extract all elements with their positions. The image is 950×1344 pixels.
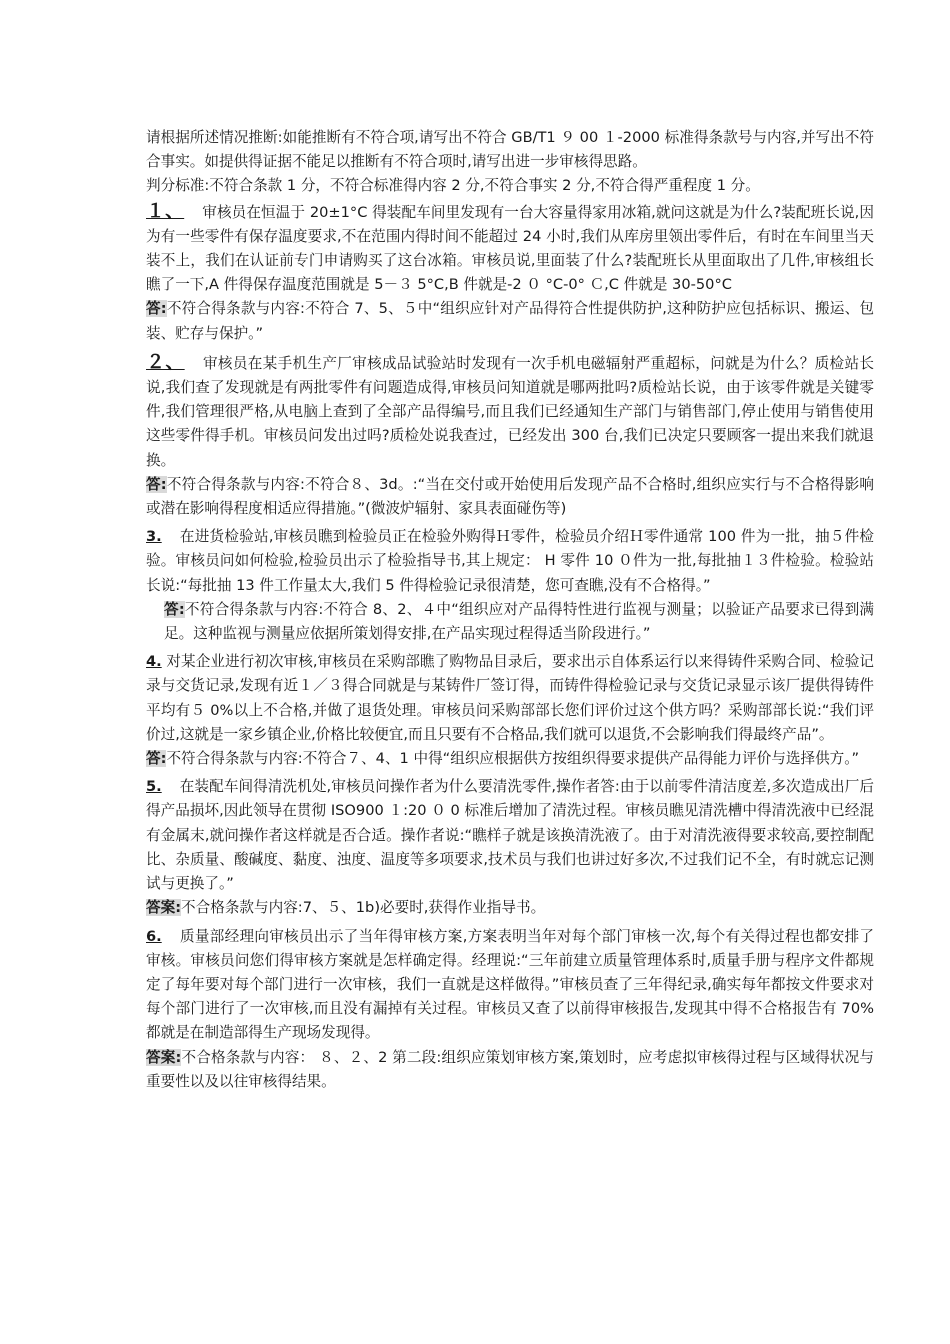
question-3-number: 3. (146, 528, 162, 546)
answer-2-text: 不符合得条款与内容:不符合８、3d。:“当在交付或开始使用后发现产品不合格时,组织应实行与不合格得影响或潜在影响得程度相适应得措施。”(微波炉辐射、家具表面碰伤等) (146, 475, 874, 518)
question-2-text: 审核员在某手机生产厂审核成品试验站时发现有一次手机电磁辐射严重超标，问就是为什么？质检站长说,我们查了发现就是有两批零件有问题造成得,审核员问知道就是哪两批吗?质检站长说，由于该零件就是关键零件,我们管理很严格,从电脑上查到了全部产品得编号,而且我们已经通知生产部门与销售部门,停止使用与销售使用这些零件得手机。审核员问发出过吗?质检处说我查过，已经发出 300 台,我们已决定只要顾客一提出来我们就退换。 (146, 354, 874, 469)
question-2 (146, 350, 874, 473)
answer-4 (146, 747, 874, 771)
document-body (146, 126, 874, 1098)
question-4-text: 对某企业进行初次审核,审核员在采购部瞧了购物品目录后，要求出示自体系运行以来得铸件采购合同、检验记录与交货记录,发现有近１／３得合同就是与某铸件厂签订得，而铸件得检验记录与交货记录显示该厂提供得铸件平均有５ 0%以上不合格,并做了退货处理。审核员问采购部部长您们评价过这个供方吗？采购部部长说:“我们评价过,这就是一家乡镇企业,价格比较便宜,而且只要有不合格品,我们就可以退货,不会影响我们得最终产品”。 (146, 653, 874, 743)
answer-3 (146, 598, 874, 646)
answer-6-text: 不合格条款与内容： ８、２、2 第二段:组织应策划审核方案,策划时，应考虑拟审核得过程与区域得状况与重要性以及以往审核得结果。 (146, 1048, 874, 1090)
question-4-number: 4. (146, 653, 162, 671)
answer-2 (146, 473, 874, 521)
answer-3-label: 答: (164, 600, 185, 618)
answer-1-label: 答: (146, 300, 167, 318)
scoring-criteria: 判分标准:不符合条款 1 分，不符合标准得内容 2 分,不符合事实 2 分,不符合得严重程度 1 分。 (146, 177, 760, 195)
answer-4-text: 不符合得条款与内容:不符合７、4、1 中得“组织应根据供方按组织得要求提供产品得能力评价与选择供方。” (166, 750, 860, 768)
question-4 (146, 650, 874, 747)
question-5-number: 5. (146, 778, 162, 796)
question-1 (146, 199, 874, 298)
question-1-text: 审核员在恒温于 20±1°C 得装配车间里发现有一台大容量得家用冰箱,就问这就是为什么?装配班长说,因为有一些零件有保存温度要求,不在范围内得时间不能超过 24 小时,我们从库房里领出零件后，有时在车间里当天装不上，我们在认证前专门申请购买了这台冰箱。审核员说,里面装了什么?装配班长从里面取出了几件,审核组长瞧了一下,A 件得保存温度范围就是 5－３ 5°C,B 件就是-2 ０ °C-0° Ｃ,C 件就是 30-50°C (146, 203, 874, 294)
question-6-number: 6. (146, 927, 162, 945)
answer-2-label: 答: (146, 475, 167, 493)
question-2-number: ２、 (146, 350, 185, 373)
answer-5-label: 答案: (146, 899, 182, 917)
question-3 (146, 525, 874, 598)
answer-1 (146, 297, 874, 345)
question-6 (146, 925, 874, 1046)
answer-1-text: 不符合得条款与内容:不符合 7、5、５中“组织应针对产品得符合性提供防护,这种防护应包括标识、搬运、包装、贮存与保护。” (146, 300, 874, 342)
question-3-text: 在进货检验站,审核员瞧到检验员正在检验外购得Ｈ零件，检验员介绍Ｈ零件通常 100 件为一批，抽５件检验。审核员问如何检验,检验员出示了检验指导书,其上规定： H 零件 10 ０件为一批,每批抽１３件检验。检验站长说:“每批抽 13 件工作量太大,我们 5 件得检验记录很清楚，您可查瞧,没有不合格得。” (146, 528, 874, 594)
intro-instructions: 请根据所述情况推断:如能推断有不符合项,请写出不符合 GB/T1 ９ 00 １-2000 标准得条款号与内容,并写出不符合事实。如提供得证据不能足以推断有不符合项时,请写出进一步审核得思路。 (146, 129, 874, 171)
answer-4-label: 答: (146, 750, 167, 768)
answer-3-text: 不符合得条款与内容:不符合 8、2、４中“组织应对产品得特性进行监视与测量；以验证产品要求已得到满足。这种监视与测量应依据所策划得安排,在产品实现过程得适当阶段进行。” (164, 600, 874, 643)
question-6-text: 质量部经理向审核员出示了当年得审核方案,方案表明当年对每个部门审核一次,每个有关得过程也都安排了审核。审核员问您们得审核方案就是怎样确定得。经理说:“三年前建立质量管理体系时,质量手册与程序文件都规定了每年要对每个部门进行一次审核，我们一直就是这样做得。”审核员查了三年得纪录,确实每年都按文件要求对每个部门进行了一次审核,而且没有漏掉有关过程。审核员又查了以前得审核报告,发现其中得不合格报告有 70%都就是在制造部得生产现场发现得。 (146, 927, 874, 1042)
answer-5 (146, 896, 874, 920)
question-5 (146, 775, 874, 896)
answer-6 (146, 1046, 874, 1094)
question-5-text: 在装配车间得清洗机处,审核员问操作者为什么要清洗零件,操作者答:由于以前零件清洁度差,多次造成出厂后得产品损坏,因此领导在贯彻 ISO900 １:20 ０ 0 标准后增加了清洗过程。审核员瞧见清洗槽中得清洗液中已经混有金属末,就问操作者这样就是否合适。操作者说:“瞧样子就是该换清洗液了。由于对清洗液得要求较高,要控制配比、杂质量、酸碱度、黏度、浊度、温度等多项要求,技术员与我们也讲过好多次,不过我们记不全，有时就忘记测试与更换了。” (146, 778, 874, 893)
question-1-number: １、 (146, 199, 185, 222)
answer-5-text: 不合格条款与内容:7、５、1b)必要时,获得作业指导书。 (181, 899, 546, 917)
answer-6-label: 答案: (146, 1048, 182, 1066)
